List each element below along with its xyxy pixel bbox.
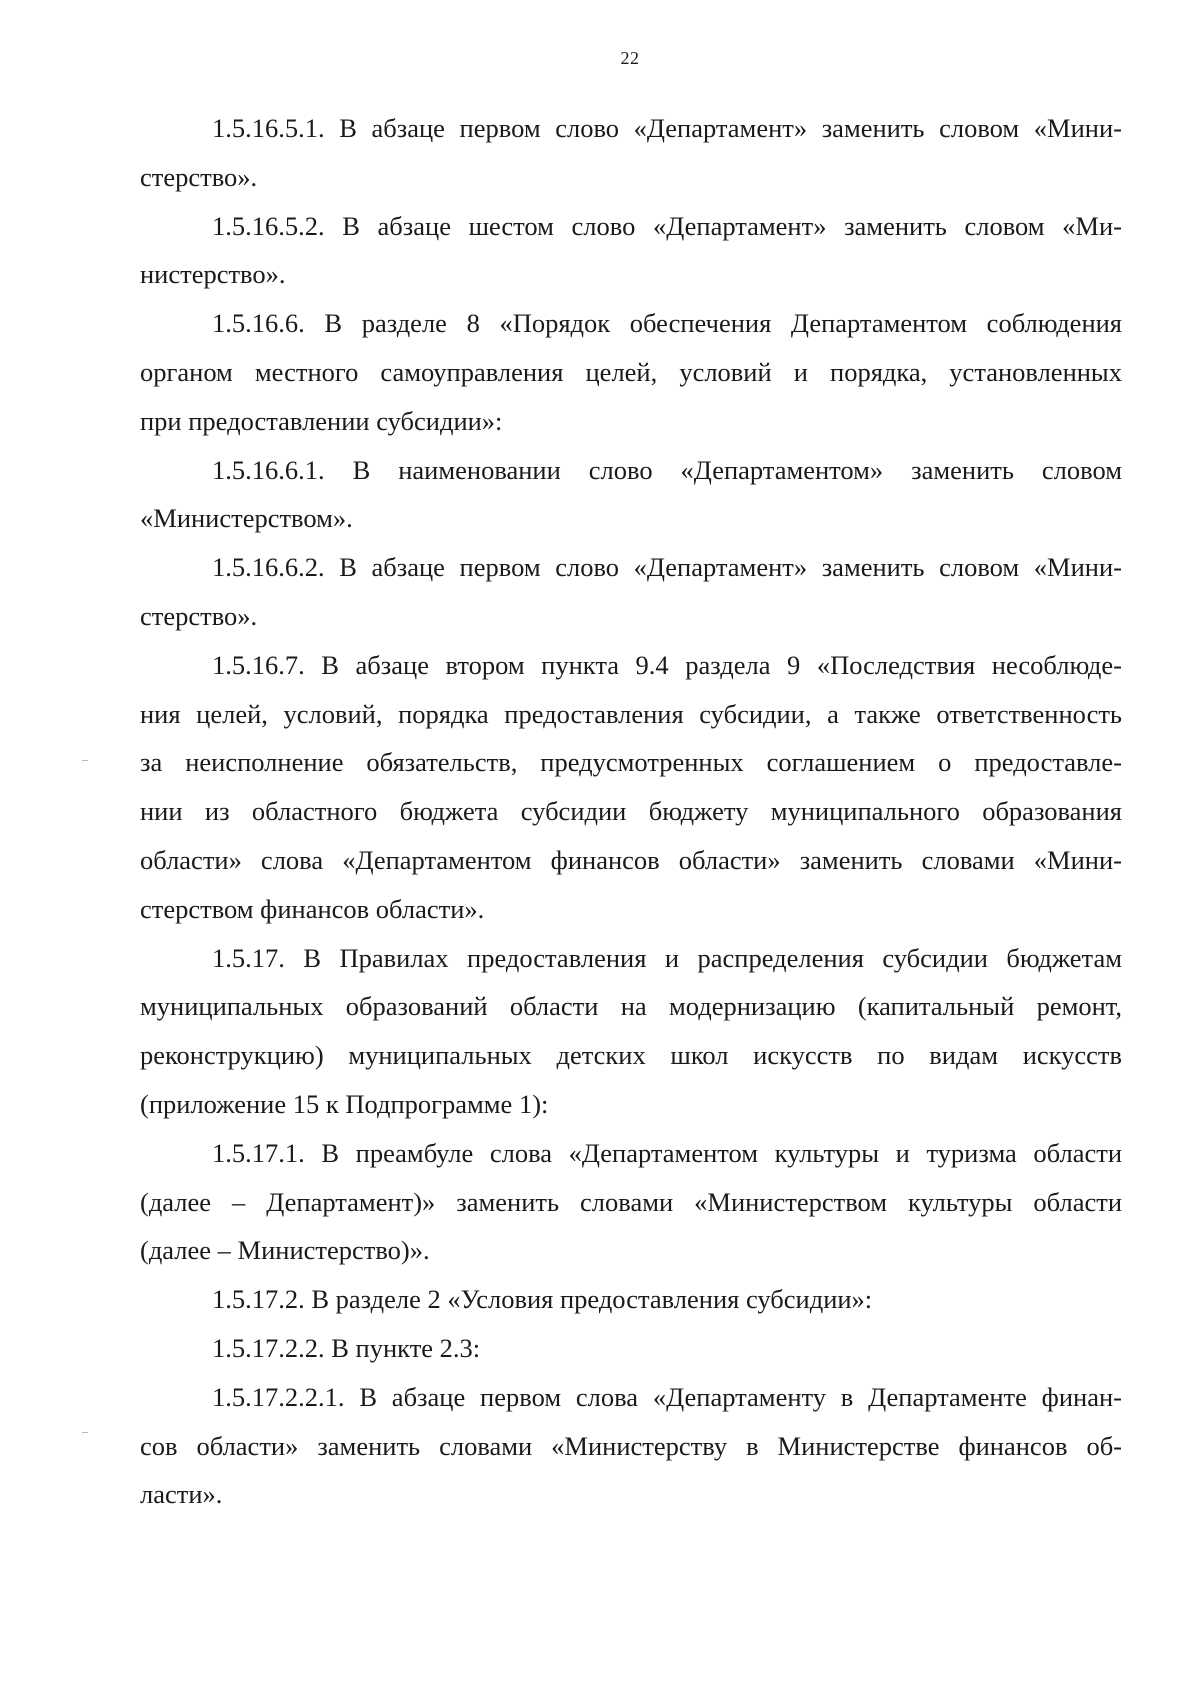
paragraph-line: нии из областного бюджета субсидии бюджету муниципального образования [140,796,1122,827]
paragraph-line: 1.5.17.2. В разделе 2 «Условия предоставления субсидии»: [212,1284,873,1315]
paragraph-line: 1.5.16.7. В абзаце втором пункта 9.4 раздела 9 «Последствия несоблюде- [212,649,1122,680]
paragraph-line: (приложение 15 к Подпрограмме 1): [140,1088,549,1119]
paragraph-line: 1.5.17.2.2. В пункте 2.3: [212,1332,481,1363]
paragraph-line: при предоставлении субсидии»: [140,405,503,436]
scan-artifact [82,760,88,761]
paragraph-line: нистерство». [140,259,286,290]
paragraph-line: органом местного самоуправления целей, условий и порядка, установленных [140,356,1122,387]
page-number: 22 [620,48,640,68]
paragraph-1-5-16-6-1 [140,446,1122,544]
paragraph-line: области» слова «Департаментом финансов области» заменить словами «Мини- [140,844,1122,875]
paragraph-line: ласти». [140,1479,223,1510]
paragraph-1-5-16-6-2 [140,543,1122,641]
paragraph-line: стерство». [140,161,258,192]
paragraph-line: «Министерством». [140,503,353,534]
paragraph-line: реконструкцию) муниципальных детских школ искусств по видам искусств [140,1040,1122,1071]
document-body [140,104,1122,1519]
paragraph-1-5-16-5-2 [140,202,1122,300]
paragraph-1-5-17-2-2 [140,1324,1122,1373]
paragraph-1-5-17-1 [140,1129,1122,1275]
paragraph-line: стерством финансов области». [140,893,485,924]
paragraph-line: за неисполнение обязательств, предусмотренных соглашением о предоставле- [140,747,1122,778]
paragraph-1-5-16-7 [140,641,1122,934]
paragraph-line: 1.5.17.1. В преамбуле слова «Департаментом культуры и туризма области [212,1137,1122,1168]
paragraph-line: 1.5.16.6.2. В абзаце первом слово «Департамент» заменить словом «Мини- [212,552,1122,583]
paragraph-line: муниципальных образований области на модернизацию (капитальный ремонт, [140,991,1122,1022]
paragraph-line: стерство». [140,600,258,631]
paragraph-1-5-17-2 [140,1275,1122,1324]
paragraph-line: 1.5.16.6. В разделе 8 «Порядок обеспечения Департаментом соблюдения [212,308,1122,339]
paragraph-1-5-16-6 [140,299,1122,445]
paragraph-1-5-17 [140,934,1122,1129]
paragraph-line: сов области» заменить словами «Министерству в Министерстве финансов об- [140,1430,1122,1461]
paragraph-line: 1.5.16.5.2. В абзаце шестом слово «Департамент» заменить словом «Ми- [212,210,1122,241]
paragraph-line: 1.5.17. В Правилах предоставления и распределения субсидии бюджетам [212,942,1122,973]
scan-artifact [82,1432,88,1433]
paragraph-1-5-17-2-2-1 [140,1373,1122,1519]
paragraph-line: 1.5.17.2.2.1. В абзаце первом слова «Департаменту в Департаменте финан- [212,1381,1122,1412]
paragraph-1-5-16-5-1 [140,104,1122,202]
paragraph-line: (далее – Министерство)». [140,1235,430,1266]
paragraph-line: (далее – Департамент)» заменить словами «Министерством культуры области [140,1186,1122,1217]
paragraph-line: 1.5.16.6.1. В наименовании слово «Департаментом» заменить словом [212,454,1122,485]
paragraph-line: 1.5.16.5.1. В абзаце первом слово «Департамент» заменить словом «Мини- [212,113,1122,143]
paragraph-line: ния целей, условий, порядка предоставления субсидии, а также ответственность [140,698,1122,729]
